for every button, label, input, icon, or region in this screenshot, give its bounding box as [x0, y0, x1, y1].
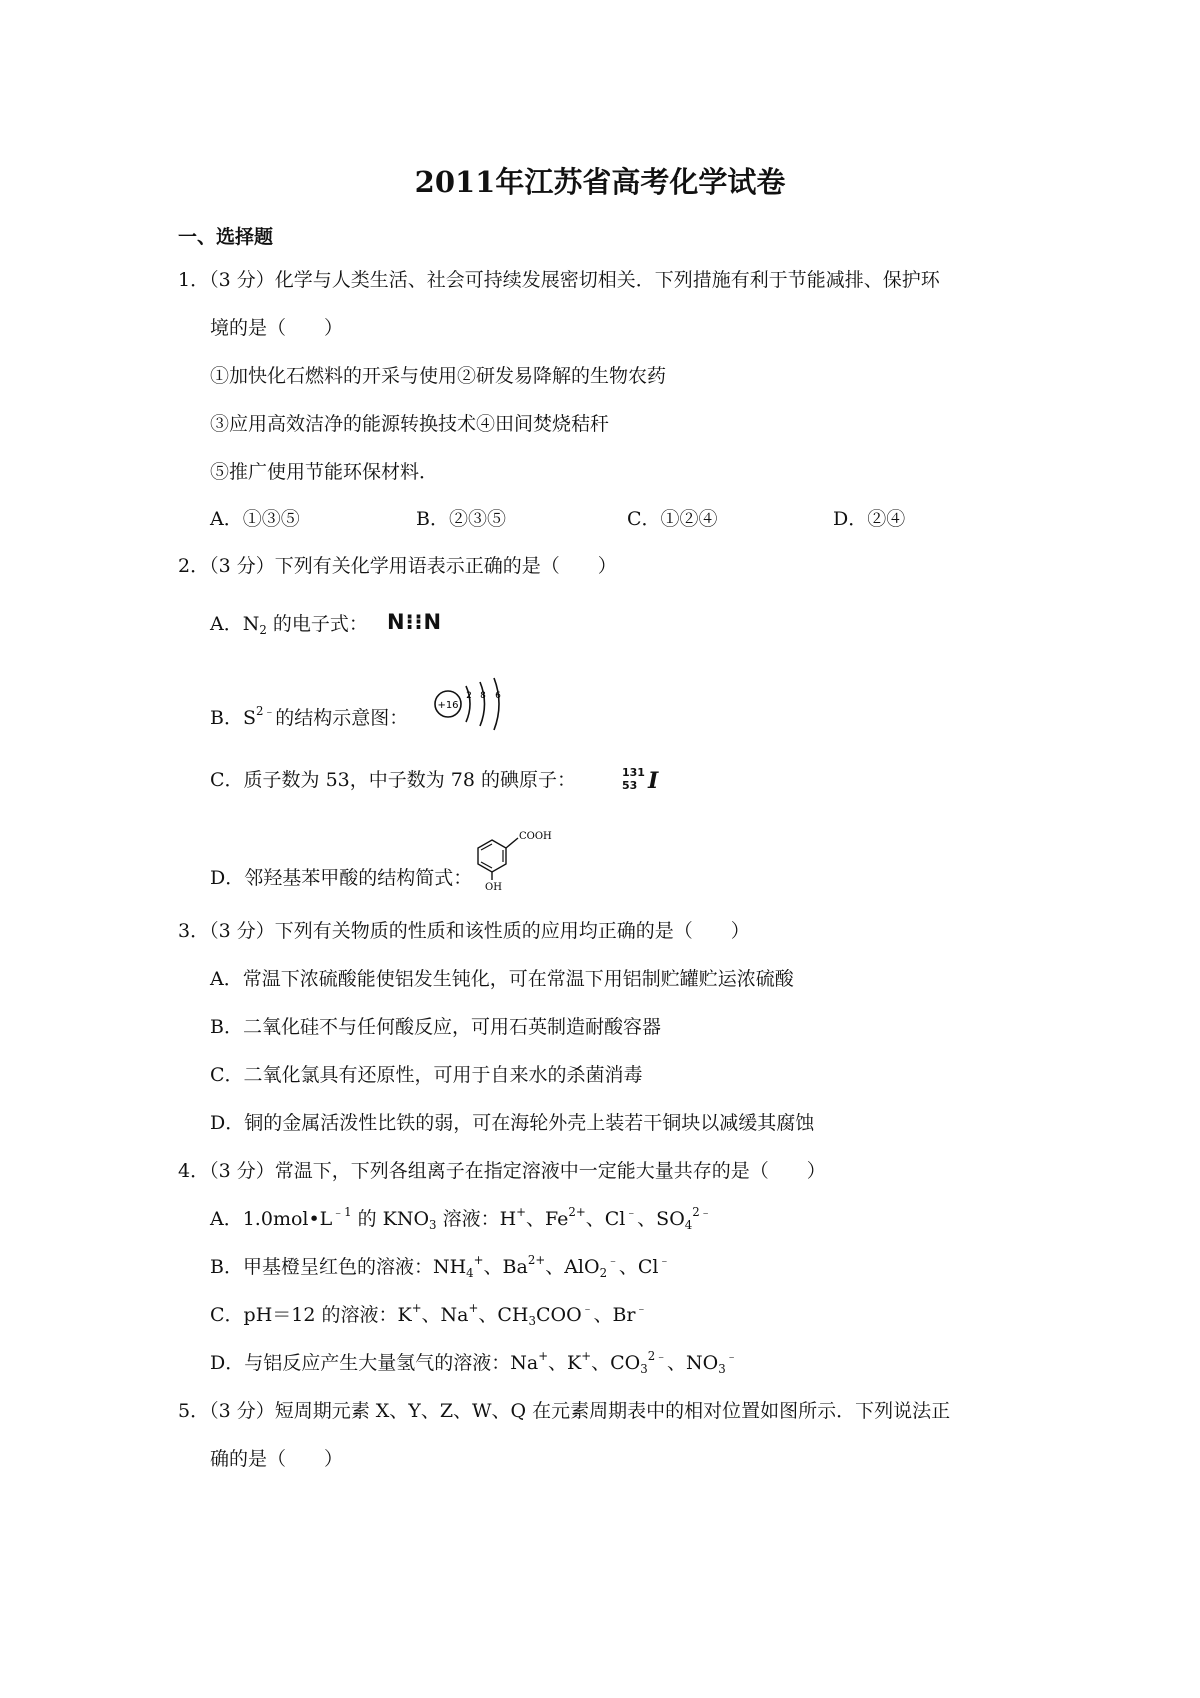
- q2-b-text: 的结构示意图：: [275, 707, 409, 729]
- text-segment: 、Cl: [618, 1256, 659, 1278]
- q2-option-b: [210, 706, 408, 730]
- text-segment: B．甲基橙呈红色的溶液：NH: [210, 1256, 467, 1278]
- q2-option-a: [210, 612, 368, 636]
- sulfide-ion-structure-diagram: [428, 674, 518, 734]
- q2-stem: 2．（3 分）下列有关化学用语表示正确的是（ ）: [178, 555, 617, 577]
- atomic-number: 53: [622, 779, 638, 792]
- superscript: 2+: [568, 1205, 586, 1220]
- text-segment: D．与铝反应产生大量氢气的溶液：Na: [210, 1352, 539, 1374]
- superscript: +: [581, 1349, 592, 1364]
- text-segment: 、Fe: [526, 1208, 569, 1230]
- q5-stem-line1: 5．（3 分）短周期元素 X、Y、Z、W、Q 在元素周期表中的相对位置如图所示．下列说法正: [178, 1400, 951, 1422]
- superscript: ﹣: [658, 1253, 671, 1268]
- q3-stem: 3．（3 分）下列有关物质的性质和该性质的应用均正确的是（ ）: [178, 920, 750, 942]
- superscript: +: [468, 1301, 479, 1316]
- cooh-group-label: COOH: [519, 831, 552, 842]
- text-segment: 的 KNO: [351, 1208, 430, 1230]
- q5-stem-line2: 确的是（ ）: [210, 1448, 344, 1470]
- subscript: 3: [429, 1218, 437, 1233]
- electron-shell-2: [480, 682, 485, 726]
- electron-shell-3: [494, 678, 499, 730]
- text-segment: 、CO: [591, 1352, 641, 1374]
- text-segment: 、Cl: [585, 1208, 626, 1230]
- q1-option-d: D．②④: [833, 508, 906, 530]
- mass-number: 131: [622, 766, 645, 779]
- q1-option-b: B．②③⑤: [416, 508, 506, 530]
- superscript: ﹣: [725, 1349, 738, 1364]
- text-segment: 、AlO: [545, 1256, 600, 1278]
- q2-a-text: 的电子式：: [266, 613, 368, 635]
- q1-option-a: A．①③⑤: [210, 508, 300, 530]
- hydroxybenzoic-acid-structure: [470, 826, 590, 892]
- subscript: 2: [599, 1266, 608, 1281]
- q4-option-c: [210, 1303, 647, 1327]
- q1-statement-1: ①加快化石燃料的开采与使用②研发易降解的生物农药: [210, 365, 667, 387]
- text-segment: C．pH＝12 的溶液：K: [210, 1304, 412, 1326]
- q2-b-prefix: B．S: [210, 707, 256, 729]
- q1-stem-line1: 1．（3 分）化学与人类生活、社会可持续发展密切相关．下列措施有利于节能减排、保护环: [178, 269, 940, 291]
- q2-a-subscript: 2: [259, 623, 267, 638]
- section-heading: 一、选择题: [178, 226, 274, 248]
- shell-1-count: 2: [466, 691, 472, 701]
- text-segment: 溶液：H: [436, 1208, 517, 1230]
- q1-statement-3: ⑤推广使用节能环保材料．: [210, 461, 439, 483]
- page-title: 2011年江苏省高考化学试卷: [414, 165, 786, 199]
- iodine-symbol: I: [648, 768, 659, 794]
- q2-a-prefix: A．N: [210, 613, 260, 635]
- superscript: +: [411, 1301, 422, 1316]
- n2-electron-formula: N⁝⁝N: [387, 610, 443, 634]
- carboxyl-bond: [506, 838, 518, 848]
- superscript: ﹣: [625, 1205, 638, 1220]
- text-segment: A．1.0mol•L: [210, 1208, 333, 1230]
- superscript: ﹣: [607, 1253, 619, 1268]
- subscript: 3: [528, 1314, 536, 1329]
- benzene-ring: [478, 840, 506, 872]
- q3-option-d: D．铜的金属活泼性比铁的弱，可在海轮外壳上装若干铜块以减缓其腐蚀: [210, 1112, 815, 1134]
- q3-option-a: A．常温下浓硫酸能使铝发生钝化，可在常温下用铝制贮罐贮运浓硫酸: [210, 968, 794, 990]
- shell-3-count: 6: [495, 691, 501, 701]
- q1-option-c: C．①②④: [627, 508, 718, 530]
- subscript: 4: [466, 1266, 474, 1281]
- q4-stem: 4．（3 分）常温下，下列各组离子在指定溶液中一定能大量共存的是（ ）: [178, 1160, 826, 1182]
- superscript: +: [538, 1349, 549, 1364]
- q3-option-c: C．二氧化氯具有还原性，可用于自来水的杀菌消毒: [210, 1064, 643, 1086]
- q4-option-a: [210, 1207, 712, 1231]
- text-segment: COO: [535, 1304, 582, 1326]
- q2-option-d: D．邻羟基苯甲酸的结构简式：: [210, 867, 473, 889]
- text-segment: 、Br: [593, 1304, 636, 1326]
- subscript: 3: [640, 1362, 648, 1377]
- q2-b-superscript: 2﹣: [255, 704, 276, 719]
- superscript: 2+: [527, 1253, 546, 1268]
- superscript: ﹣: [635, 1301, 648, 1316]
- superscript: +: [473, 1253, 484, 1268]
- shell-2-count: 8: [480, 691, 486, 701]
- superscript: +: [516, 1205, 527, 1220]
- q4-option-b: [210, 1255, 670, 1279]
- subscript: 3: [718, 1362, 726, 1377]
- text-segment: 、K: [548, 1352, 582, 1374]
- superscript: 2﹣: [647, 1349, 667, 1364]
- superscript: ﹣: [581, 1301, 594, 1316]
- q3-option-b: B．二氧化硅不与任何酸反应，可用石英制造耐酸容器: [210, 1016, 661, 1038]
- q1-statement-2: ③应用高效洁净的能源转换技术④田间焚烧秸秆: [210, 413, 610, 435]
- text-segment: 、Na: [421, 1304, 469, 1326]
- q2-option-c: C．质子数为 53，中子数为 78 的碘原子：: [210, 769, 577, 791]
- superscript: ﹣1: [332, 1205, 352, 1220]
- oh-group-label: OH: [485, 882, 502, 892]
- q4-option-d: [210, 1351, 737, 1375]
- text-segment: 、CH: [478, 1304, 529, 1326]
- iodine-isotope-notation: [622, 766, 672, 796]
- text-segment: 、SO: [637, 1208, 685, 1230]
- subscript: 4: [684, 1218, 693, 1233]
- q1-stem-line2: 境的是（ ）: [210, 317, 344, 339]
- text-segment: 、NO: [667, 1352, 719, 1374]
- text-segment: 、Ba: [483, 1256, 528, 1278]
- nucleus-charge: +16: [437, 700, 459, 711]
- superscript: 2﹣: [692, 1205, 712, 1220]
